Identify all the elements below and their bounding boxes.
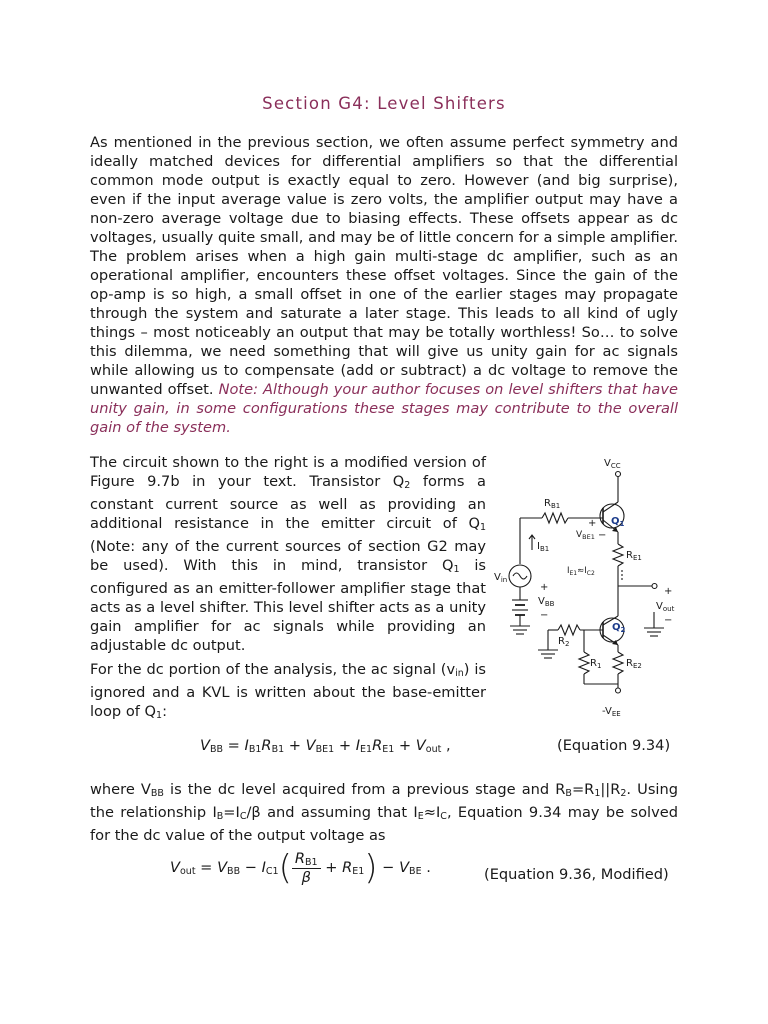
rb1-label: $R_{B1}$ (544, 498, 561, 510)
vbe1-label: $V_{BE1}$ (576, 530, 595, 541)
text-run: ||R (600, 781, 621, 798)
subscript: in (455, 668, 464, 679)
text-run: , Equation 9.34 may be solved for the dc value of the output voltage as (90, 804, 678, 844)
q2-label: $Q_2$ (612, 622, 626, 634)
vbb-minus: − (540, 610, 549, 621)
vbb-label: $V_{BB}$ (538, 596, 555, 608)
vout-minus: − (664, 615, 673, 626)
equation-9-34: $V_{BB} = I_{B1}R_{B1} + V_{BE1} + I_{E1}R_{E1} + V_{out}$ , (200, 737, 451, 755)
ib1-label: $I_{B1}$ (537, 541, 550, 553)
vbe1-plus: + (588, 518, 597, 529)
dc-analysis-paragraph (90, 660, 486, 725)
equation-9-34-label: (Equation 9.34) (557, 737, 671, 754)
re1-label: $R_{E1}$ (626, 550, 642, 562)
text-run: (Note: any of the current sources of section G2 may be used). With this in mind, transistor Q (90, 538, 486, 574)
text-run: The circuit shown to the right is a modified version of Figure 9.7b in your text. Transistor Q (90, 454, 486, 490)
text-run: is configured as an emitter-follower amplifier stage that acts as a level shifter. This level shifter acts as a unity gain amplifier for ac signals while providing an adjustable dc output. (90, 557, 486, 654)
subscript: E (417, 811, 424, 822)
vbe1-minus: − (598, 530, 607, 541)
subscript: 2 (620, 788, 627, 799)
vbb-plus: + (540, 582, 549, 593)
r2-label: $R_2$ (558, 636, 570, 648)
text-run: forms a constant current source as well as providing an additional resistance in the emitter circuit of Q (90, 473, 486, 532)
subscript: 2 (404, 480, 411, 491)
intro-text: As mentioned in the previous section, we often assume perfect symmetry and ideally matched devices for differential amplifiers so that the differential common mode output is exactly equal to zero. However (and big surprise), even if the input average value is zero volts, the amplifier output may have a non-zero average voltage due to biasing effects. These offsets appear as dc voltages, usually quite small, and may be of little concern for a simple amplifier. The problem arises when a high gain multi-stage dc amplifier, such as an operational amplifier, encounters these offset voltages. Since the gain of the op-amp is so high, a small offset in one of the earlier stages may propagate through the system and saturate a later stage. This leads to all kind of ugly things – most noticeably an output that may be totally worthless! So… to solve this dilemma, we need something that will give us unity gain for ac signals while allowing us to compensate (add or subtract) a dc voltage to remove the unwanted offset. (90, 134, 678, 398)
ie1-ic2-label: $I_{E1}\approx I_{C2}$ (567, 566, 595, 577)
subscript: B (565, 788, 572, 799)
circuit-description-paragraph (90, 453, 486, 655)
equation-9-36-label: (Equation 9.36, Modified) (484, 866, 669, 883)
subscript: 1 (453, 564, 460, 575)
vee-label: $-V_{EE}$ (602, 706, 621, 718)
subscript: C (440, 811, 447, 822)
subscript: C (239, 811, 247, 822)
text-run: /β and assuming that I (246, 804, 418, 821)
vcc-label: $V_{CC}$ (604, 458, 621, 470)
vout-label: $V_{out}$ (656, 601, 675, 613)
text-run: ≈I (423, 804, 441, 821)
relationship-paragraph (90, 780, 678, 845)
vcc-node (616, 472, 621, 477)
text-run: =R (571, 781, 595, 798)
text-run: For the dc portion of the analysis, the ac signal (v (90, 661, 456, 678)
text-run: : (162, 703, 167, 720)
text-run: . Using the relationship I (90, 781, 678, 821)
author-note: Note: Although your author focuses on level shifters that have unity gain, in some configurations these stages may contribute to the overall gain of the system. (90, 381, 678, 436)
q1-label: $Q_1$ (611, 516, 625, 528)
level-shifter-circuit-diagram (490, 452, 686, 722)
re2-label: $R_{E2}$ (626, 658, 642, 670)
text-run: =I (223, 804, 240, 821)
intro-paragraph (90, 133, 678, 437)
subscript: B (216, 811, 224, 822)
subscript: 1 (594, 788, 601, 799)
vin-label: $V_{in}$ (494, 572, 508, 584)
text-run: where V (90, 781, 151, 798)
subscript: 1 (156, 710, 163, 721)
section-title: Section G4: Level Shifters (262, 94, 506, 113)
r1-label: $R_1$ (590, 658, 602, 670)
subscript: 1 (479, 522, 486, 533)
subscript: BB (150, 788, 164, 799)
equation-9-36: $V_{out} = V_{BB} - I_{C1}$( $\frac{R_{B1}}{\beta}$ + $R_{E1}) - V_{BE}$ . (170, 848, 431, 888)
vout-plus: + (664, 586, 673, 597)
text-run: ) is ignored and a KVL is written about the base-emitter loop of Q (90, 661, 486, 720)
text-run: is the dc level acquired from a previous stage and R (163, 781, 566, 798)
